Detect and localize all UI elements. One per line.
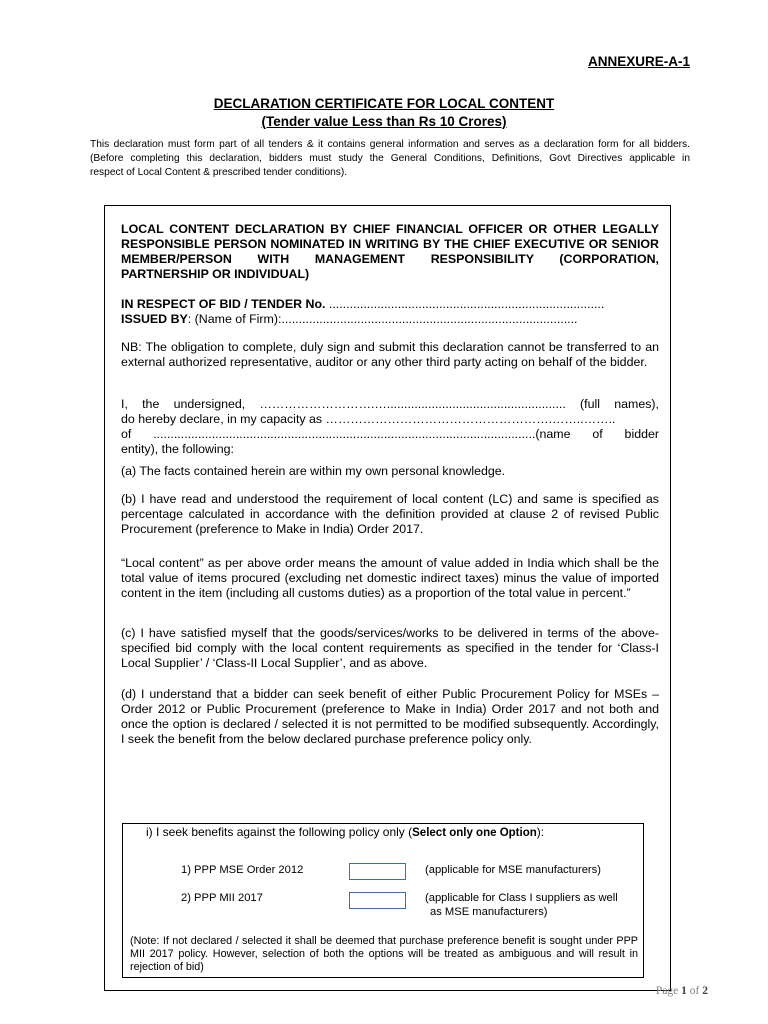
page-number — [656, 985, 708, 997]
annexure-label: ANNEXURE-A-1 — [587, 54, 690, 69]
nb-paragraph: NB: The obligation to complete, duly sign and submit this declaration cannot be transferred to an external authorized representative, auditor or any other third party acting on behalf of the bidder. — [121, 340, 659, 369]
bid-label: IN RESPECT OF BID / TENDER No. — [121, 297, 326, 311]
page-total: 2 — [702, 985, 708, 997]
policy-instruction-end: ): — [536, 825, 545, 839]
option-1-label: 1) PPP MSE Order 2012 — [181, 864, 304, 876]
policy-instruction-bold: Select only one Option — [412, 827, 537, 839]
issued-label: ISSUED BY — [121, 312, 188, 326]
intro-text — [90, 138, 690, 180]
issued-line — [121, 312, 659, 327]
undersigned-line-3: of ...............................................................................................................(name of bidder — [121, 427, 659, 441]
paragraph-c: (c) I have satisfied myself that the goods/services/works to be delivered in terms of the above-specified bid comply with the local content requirements as specified in the tender for ‘Class-I Local Supplier’ / ‘Class-II Local Supplier’, and as above. — [121, 626, 659, 670]
paragraph-d: (d) I understand that a bidder can seek benefit of either Public Procurement Policy for MSEs –Order 2012 or Public Procurement (preference to Make in India) Order 2017 and not both and once the option is declared / selected it is not permitted to be modified subsequently. Accordingly, I seek the benefit from the below declared purchase preference policy only. — [121, 687, 659, 746]
intro-line-2: (Before completing this declaration, bidders must study the General Conditions, Definitions, Govt Directives applicable in — [90, 153, 690, 164]
undersigned-line-4: entity), the following: — [121, 442, 234, 456]
declaration-heading: LOCAL CONTENT DECLARATION BY CHIEF FINANCIAL OFFICER OR OTHER LEGALLY RESPONSIBLE PERSON NOMINATED IN WRITING BY THE CHIEF EXECUTIVE OR SENIOR MEMBER/PERSON WITH MANAGEMENT RESPONSIBILITY (CORPORATION, PARTNERSHIP OR INDIVIDUAL) — [121, 222, 659, 281]
selection-note: (Note: If not declared / selected it shall be deemed that purchase preference benefit is sought under PPP MII 2017 policy. However, selection of both the options will be treated as ambiguous and will result in rejection of bid) — [130, 935, 638, 973]
intro-line-3: respect of Local Content & prescribed tender conditions). — [90, 167, 348, 178]
undersigned-line-1: I, the undersigned, ……………………….….................................................... (full names), — [121, 397, 659, 411]
page-word: Page — [655, 985, 682, 997]
paragraph-a: (a) The facts contained herein are within my own personal knowledge. — [121, 464, 506, 478]
policy-instruction-text: i) I seek benefits against the following policy only ( — [146, 825, 413, 839]
bid-number-field: ................................................................................ — [325, 297, 605, 311]
option-1-checkbox[interactable] — [349, 863, 406, 880]
bid-line — [121, 297, 659, 312]
policy-instruction — [146, 825, 544, 839]
local-content-definition: “Local content” as per above order means the amount of value added in India which shall be the total value of items procured (excluding net domestic indirect taxes) minus the value of imported content in the item (including all customs duties) as a proportion of the total value in percent.” — [121, 556, 659, 600]
option-2-note-1: (applicable for Class I suppliers as well — [425, 892, 618, 904]
option-2-checkbox[interactable] — [349, 892, 406, 909]
undersigned-line-2: do hereby declare, in my capacity as ……………………………………………….……..…….. — [121, 412, 616, 426]
document-subtitle: (Tender value Less than Rs 10 Crores) — [261, 114, 507, 129]
document-title: DECLARATION CERTIFICATE FOR LOCAL CONTENT — [213, 96, 555, 111]
undersigned-paragraph — [121, 397, 659, 457]
issued-by-field: : (Name of Firm):...................................................................................... — [187, 312, 578, 326]
intro-line-1: This declaration must form part of all tenders & it contains general information and serves as a declaration form for all bidders. — [90, 139, 690, 150]
bid-details — [121, 297, 659, 327]
page-current: 1 — [681, 985, 687, 997]
option-2-label: 2) PPP MII 2017 — [181, 892, 263, 904]
option-1-note: (applicable for MSE manufacturers) — [425, 864, 601, 876]
option-2-note-2: as MSE manufacturers) — [430, 906, 548, 918]
page-of-word: of — [686, 985, 703, 997]
paragraph-b: (b) I have read and understood the requirement of local content (LC) and same is specified as percentage calculated in accordance with the definition provided at clause 2 of revised Public Procurement (preference to Make in India) Order 2017. — [121, 492, 659, 536]
